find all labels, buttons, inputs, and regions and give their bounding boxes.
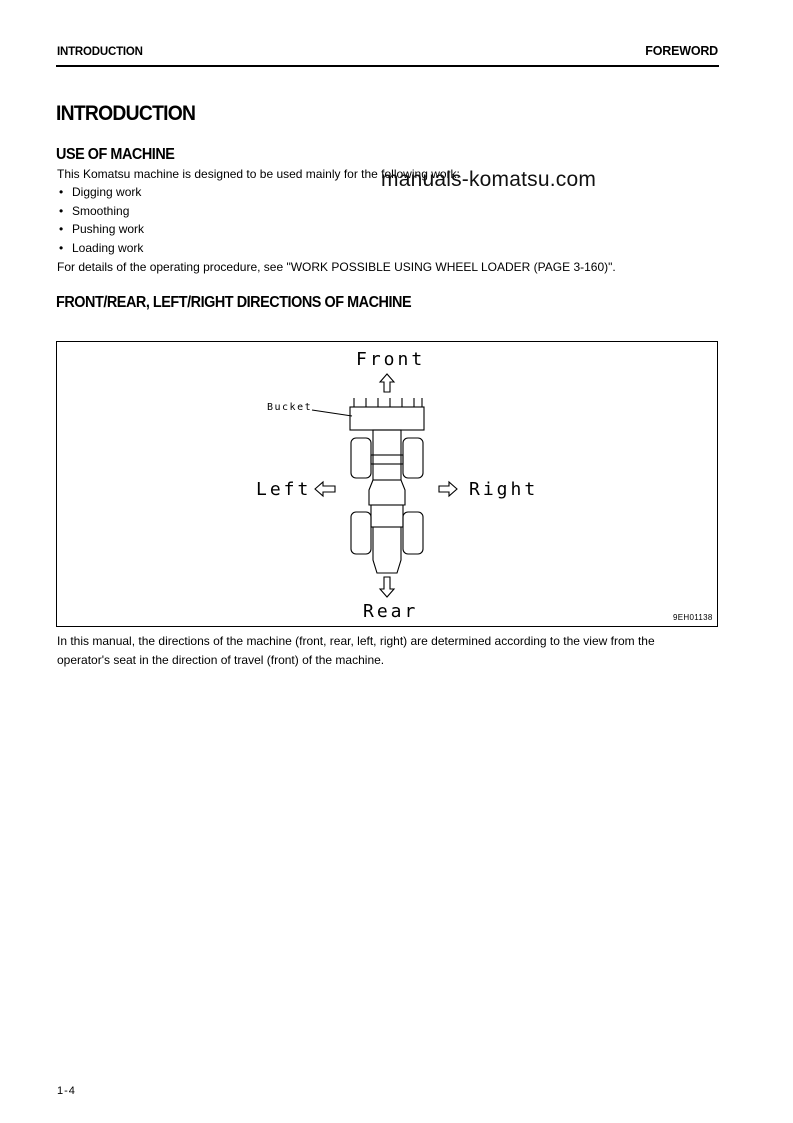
bucket-teeth [354,398,422,407]
watermark-text: manuals-komatsu.com [381,168,597,191]
list-item: • Smoothing [57,202,144,221]
figure-code: 9EH01138 [673,613,713,622]
left-arrow-icon [315,482,335,496]
list-item: • Digging work [57,183,144,202]
front-arrow-icon [380,374,394,392]
list-item: • Pushing work [57,220,144,239]
rear-label: Rear [363,601,419,622]
front-axle [371,455,403,464]
use-of-machine-intro: This Komatsu machine is designed to be used mainly for the following work: [57,167,460,181]
front-right-tire [403,438,423,478]
page-number: 1-4 [57,1085,76,1097]
page-title: INTRODUCTION [56,102,196,125]
rear-right-tire [403,512,423,554]
use-of-machine-heading: USE OF MACHINE [56,146,175,163]
front-label: Front [356,349,426,370]
right-label: Right [469,479,539,500]
caption-line-1: In this manual, the directions of the machine (front, rear, left, right) are determined according to the view from the [57,634,655,648]
caption-line-2: operator's seat in the direction of travel (front) of the machine. [57,652,385,667]
header-section-label: INTRODUCTION [57,46,143,58]
bucket-shape [350,407,424,430]
bucket-label: Bucket [267,402,313,413]
rear-arrow-icon [380,577,394,597]
right-arrow-icon [439,482,457,496]
rear-axle-housing [371,505,403,527]
bucket-leader-line [312,410,352,416]
directions-heading: FRONT/REAR, LEFT/RIGHT DIRECTIONS OF MACHINE [56,294,412,311]
operating-procedure-reference: For details of the operating procedure, see "WORK POSSIBLE USING WHEEL LOADER (PAGE 3-160)". [57,260,616,274]
header-chapter-label: FOREWORD [645,44,718,58]
rear-left-tire [351,512,371,554]
rear-frame [373,527,401,573]
articulation-joint [369,480,405,505]
directions-caption [57,632,722,669]
list-item: • Loading work [57,239,144,258]
left-label: Left [256,479,312,500]
front-left-tire [351,438,371,478]
